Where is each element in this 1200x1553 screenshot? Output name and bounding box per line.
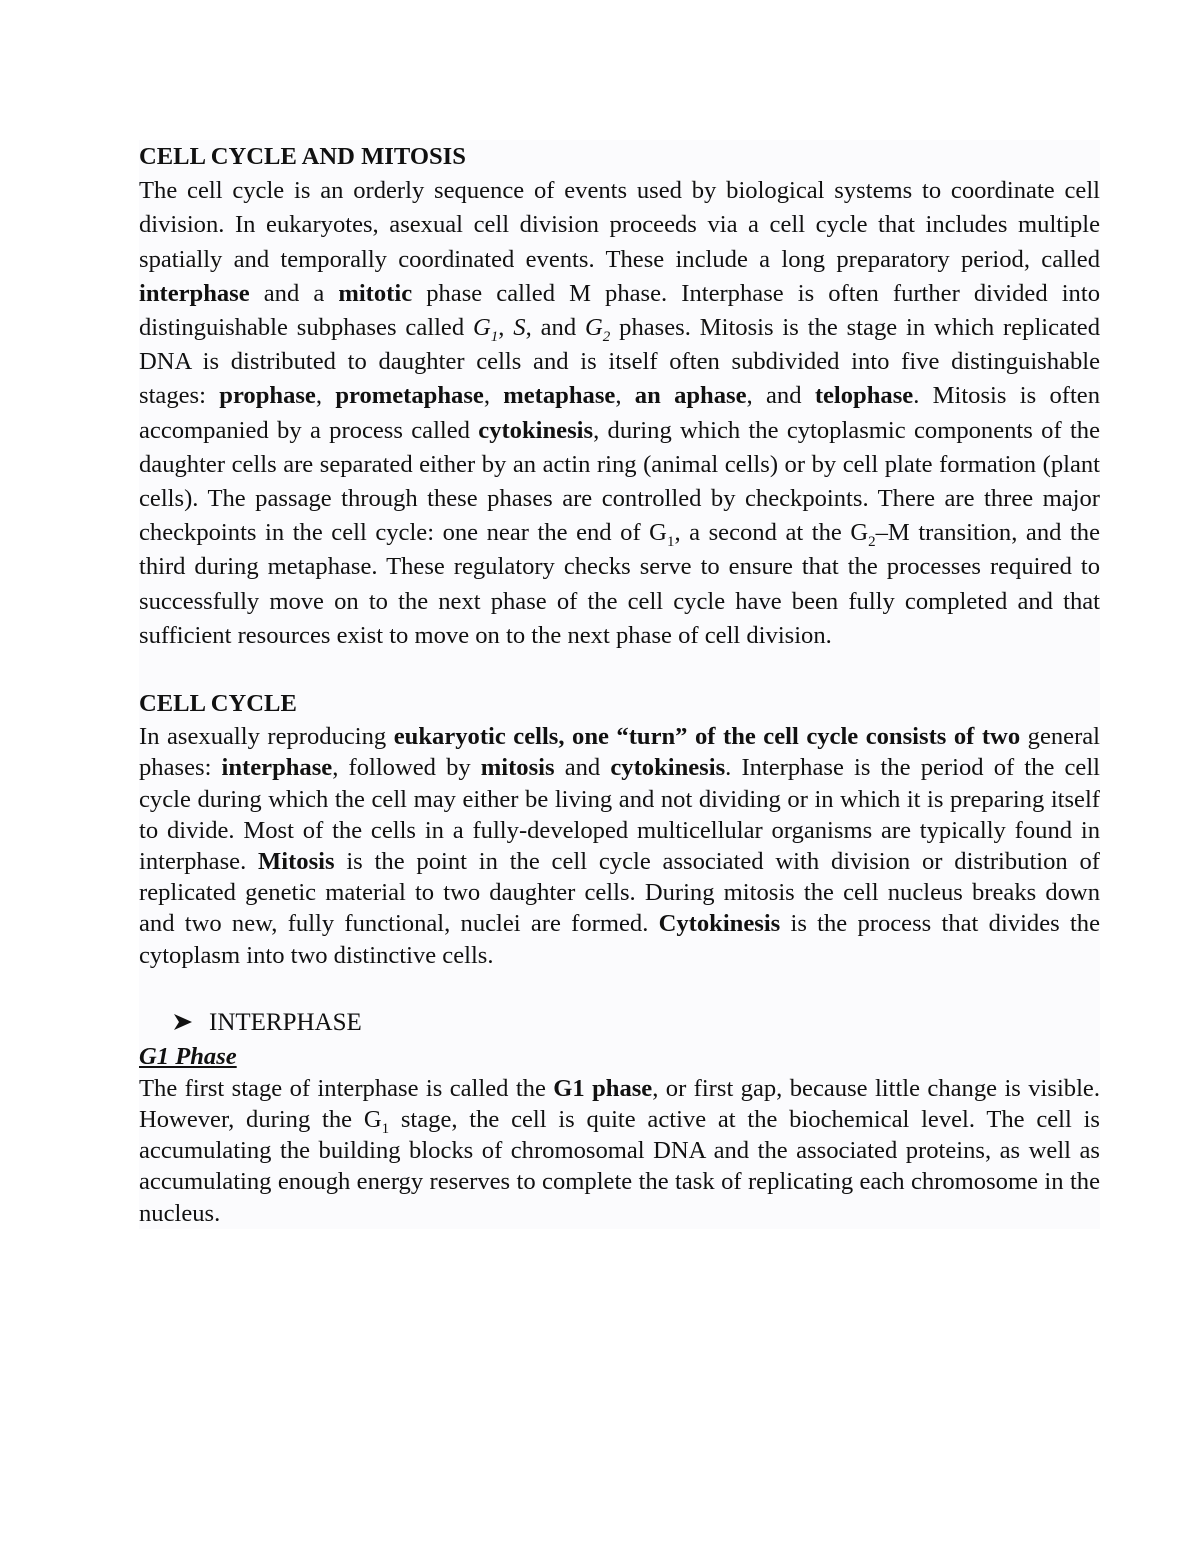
section-paragraph: The cell cycle is an orderly sequence of events used by biological systems to coordinate cell division. In eukaryotes, asexual cell division proceeds via a cell cycle that includes multiple spatially and temporally coordinated events. These include a long preparatory period, called interphase and a mitotic phase called M phase. Interphase is often further divided into distinguishable subphases called $G_1$, S, and $G_2$ phases. Mitosis is the stage in which replicated DNA is distributed to daughter cells and is itself often subdivided into five distinguishable stages: prophase, prometaphase, metaphase, an aphase, and telophase. Mitosis is often accompanied by a process called cytokinesis, during which the cytoplasmic components of the daughter cells are separated either by an actin ring (animal cells) or by cell plate formation (plant cells). The passage through these phases are controlled by checkpoints. There are three major checkpoints in the cell cycle: one near the end of $G_1$, a second at the $G_2-M$ transition, and the third during metaphase. These regulatory checks serve to ensure that the processes required to successfully move on to the next phase of the cell cycle have been fully completed and that sufficient resources exist to move on to the next phase of cell division. bbox=[139, 177, 1101, 649]
section-title: CELL CYCLE AND MITOSIS bbox=[139, 143, 466, 170]
document-page bbox=[139, 140, 1100, 1229]
bullet-label: INTERPHASE bbox=[209, 1008, 362, 1036]
bullet-item-interphase bbox=[139, 1005, 1100, 1041]
section-paragraph: The first stage of interphase is called the G1 phase, or first gap, because little change is visible. However, during the $G_1$ stage, the cell is quite active at the biochemical level. The cell is accumulating the building blocks of chromosomal DNA and the associated proteins, as well as accumulating enough energy reserves to complete the task of replicating each chromosome in the nucleus. bbox=[139, 1074, 1100, 1227]
section-paragraph: In asexually reproducing eukaryotic cells, one “turn” of the cell cycle consists of two general phases: interphase, followed by mitosis and cytokinesis. Interphase is the period of the cell cycle during which the cell may either be living and not dividing or in which it is preparing itself to divide. Most of the cells in a fully-developed multicellular organisms are typically found in interphase. Mitosis is the point in the cell cycle associated with division or distribution of replicated genetic material to two daughter cells. During mitosis the cell nucleus breaks down and two new, fully functional, nuclei are formed. Cytokinesis is the process that divides the cytoplasm into two distinctive cells. bbox=[139, 723, 1101, 969]
section-interphase bbox=[139, 1005, 1100, 1229]
arrow-bullet-icon bbox=[173, 1005, 209, 1041]
section-cell-cycle-and-mitosis bbox=[139, 140, 1100, 653]
section-title: CELL CYCLE bbox=[139, 690, 297, 718]
section-cell-cycle bbox=[139, 687, 1100, 971]
sub-heading-g1-phase: G1 Phase bbox=[139, 1042, 237, 1070]
